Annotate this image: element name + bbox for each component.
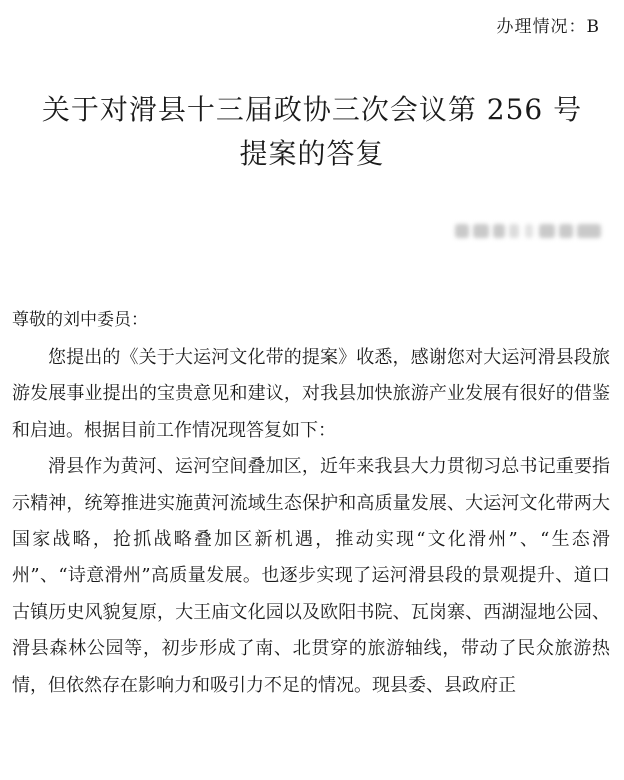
salutation: 尊敬的刘中委员： <box>12 310 148 330</box>
document-body <box>12 340 610 704</box>
redacted-reference-number <box>455 220 603 242</box>
document-title-line-2: 提案的答复 <box>239 137 385 170</box>
document-title-line-1: 关于对滑县十三届政协三次会议第 256 号 <box>41 93 583 126</box>
body-paragraph: 您提出的《关于大运河文化带的提案》收悉，感谢您对大运河滑县段旅游发展事业提出的宝贵意见和建议，对我县加快旅游产业发展有很好的借鉴和启迪。根据目前工作情况现答复如下： <box>12 347 610 441</box>
handling-status: 办理情况：B <box>496 17 600 37</box>
body-paragraph: 滑县作为黄河、运河空间叠加区，近年来我县大力贯彻习总书记重要指示精神，统筹推进实施黄河流域生态保护和高质量发展、大运河文化带两大国家战略，抢抓战略叠加区新机遇，推动实现“文化滑州”、“生态滑州”、“诗意滑州”高质量发展。也逐步实现了运河滑县段的景观提升、道口古镇历史风貌复原，大王庙文化园以及欧阳书院、瓦岗寨、西湖湿地公园、滑县森林公园等，初步形成了南、北贯穿的旅游轴线，带动了民众旅游热情，但依然存在影响力和吸引力不足的情况。现县委、县政府正 <box>12 456 610 696</box>
